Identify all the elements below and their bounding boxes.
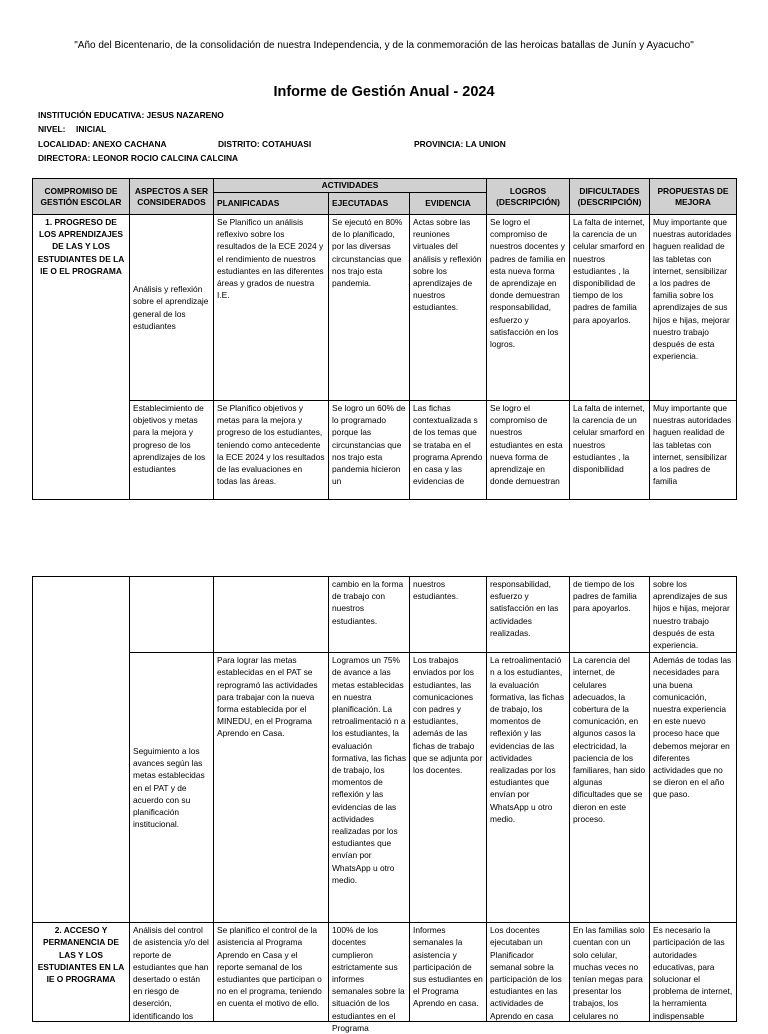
cell-evidencia: [410, 401, 487, 500]
header-motto: "Año del Bicentenario, de la consolidación de nuestra Independencia, y de la conmemoración de las heroicas batallas de Junín y Ayacucho": [74, 40, 694, 51]
cell-text: Análisis del control de asistencia y/o del reporte de estudiantes que han desertado o están en riesgo de deserción, identificando los: [133, 925, 209, 1021]
cell-logros: responsabilidad, esfuerzo y satisfacción en las actividades realizadas.: [487, 577, 570, 653]
table-row: [33, 923, 737, 1022]
cell-text: 100% de los docentes cumplieron estrictamente sus informes semanales sobre la situación de los estudiantes en el Programa: [332, 925, 405, 1033]
cell-aspecto: [130, 577, 214, 653]
cell-text: Se planifico el control de la asistencia al Programa Aprendo en Casa y el reporte semanal de los estudiantes que participan o no en el programa, teniendo en cuenta el motivo de ello.: [217, 925, 322, 1009]
header-compromiso: COMPROMISO DE GESTIÓN ESCOLAR: [33, 179, 130, 215]
cell-compromiso: [33, 577, 130, 923]
cell-propuestas: sobre los aprendizajes de sus hijos e hijas, mejorar nuestro trabajo después de esta experiencia.: [650, 577, 737, 653]
cell-dificultades: [570, 923, 650, 1022]
cell-dificultades: La carencia del internet, de celulares adecuados, la cobertura de la comunicación, en algunos casos la electricidad, la paciencia de los familiares, han sido algunas dificultades que se dieron en este proceso.: [570, 653, 650, 923]
cell-dificultades: La falta de internet, la carencia de un celular smarford en nuestros estudiantes , la disponibilidad de tiempo de los padres de familia para apoyarlos.: [570, 215, 650, 401]
table-row: [33, 577, 737, 653]
cell-text: 1. PROGRESO DE LOS APRENDIZAJES DE LAS Y LOS ESTUDIANTES DE LA IE O EL PROGRAMA: [37, 217, 125, 276]
cell-text: Se logro un 60% de lo programado porque las circunstancias que nos trajo esta pandemia hicieron un: [332, 403, 406, 487]
info-localidad: LOCALIDAD: ANEXO CACHANA: [38, 139, 167, 149]
cell-aspecto: [130, 923, 214, 1022]
header-propuestas: PROPUESTAS DE MEJORA: [650, 179, 737, 215]
cell-logros: Se logro el compromiso de nuestros docentes y padres de familia en esta nueva forma de aprendizaje en donde demuestran responsabilidad, esfuerzo y satisfacción en los logros.: [487, 215, 570, 401]
management-table-page1: [32, 178, 737, 500]
cell-planificadas: Se Planifico un análisis reflexivo sobre los resultados de la ECE 2024 y el rendimiento de nuestros estudiantes en las diferentes áreas y grados de nuestra I.E.: [214, 215, 329, 401]
table-row: [33, 215, 737, 401]
cell-propuestas: [650, 923, 737, 1022]
cell-aspecto: Análisis y reflexión sobre el aprendizaje general de los estudiantes: [130, 215, 214, 401]
cell-text: En las familias solo cuentan con un solo celular, muchas veces no tenían megas para presentar los trabajos, los celulares no: [573, 925, 645, 1021]
cell-planificadas: [214, 577, 329, 653]
header-evidencia: EVIDENCIA: [410, 193, 487, 215]
cell-evidencia: nuestros estudiantes.: [410, 577, 487, 653]
info-nivel-value: INICIAL: [76, 124, 107, 134]
table-row: [33, 653, 737, 923]
header-ejecutadas: EJECUTADAS: [329, 193, 410, 215]
cell-ejecutadas: Se ejecutó en 80% de lo planificado, por las diversas circunstancias que nos trajo esta pandemia.: [329, 215, 410, 401]
header-planificadas: PLANIFICADAS: [214, 193, 329, 215]
header-aspectos: ASPECTOS A SER CONSIDERADOS: [130, 179, 214, 215]
cell-evidencia: Los trabajos enviados por los estudiantes, las comunicaciones con padres y estudiantes, además de las fichas de trabajo que se adjunta por los docentes.: [410, 653, 487, 923]
info-nivel-label: NIVEL:: [38, 124, 66, 134]
cell-dificultades: de tiempo de los padres de familia para apoyarlos.: [570, 577, 650, 653]
cell-ejecutadas: Logramos un 75% de avance a las metas establecidas en nuestra planificación. La retroalimentació n a los estudiantes, la evaluación formativa, las fichas de trabajo, los momentos de reflexión y las evidencias de las actividades realizadas por los estudiantes que envían por WhatsApp u otro medio.: [329, 653, 410, 923]
cell-text: Las fichas contextualizada s de los temas que se trataba en el programa Aprendo en casa y las evidencias de: [413, 403, 483, 487]
header-actividades: ACTIVIDADES: [214, 179, 487, 193]
cell-text: Establecimiento de objetivos y metas para la mejora y progreso de los aprendizajes de los estudiantes: [133, 403, 206, 475]
cell-propuestas: Muy importante que nuestras autoridades haguen realidad de las tabletas con internet, sensibilizar a los padres de familia sobre los aprendizajes de sus hijos e hijas, mejorar nuestro trabajo después de esta experiencia.: [650, 215, 737, 401]
cell-logros: [487, 923, 570, 1022]
info-directora: DIRECTORA: LEONOR ROCIO CALCINA CALCINA: [38, 153, 239, 163]
header-logros: LOGROS (DESCRIPCIÓN): [487, 179, 570, 215]
cell-text: Los docentes ejecutaban un Planificador semanal sobre la participación de los estudiantes en las actividades de Aprendo en casa: [490, 925, 562, 1021]
cell-propuestas: Además de todas las necesidades para una buena comunicación, nuestra experiencia en este nuevo proceso hace que debemos mejorar en diferentes actividades que no se dieron en el año que paso.: [650, 653, 737, 923]
cell-planificadas: [214, 923, 329, 1022]
cell-text: Es necesario la participación de las autoridades educativas, para solucionar el problema de internet, la herramienta indispensable: [653, 925, 733, 1021]
cell-text: Se logro el compromiso de nuestros estudiantes en esta nueva forma de aprendizaje en donde demuestran: [490, 403, 563, 487]
cell-logros: La retroalimentació n a los estudiantes, la evaluación formativa, las fichas de trabajo, los momentos de reflexión y las evidencias de las actividades realizadas por los estudiantes que envían por WhatsApp u otro medio.: [487, 653, 570, 923]
cell-text: Muy importante que nuestras autoridades haguen realidad de las tabletas con internet, sensibilizar a los padres de familia: [653, 403, 732, 487]
document-title: Informe de Gestión Anual - 2024: [273, 84, 495, 100]
cell-text: La falta de internet, la carencia de un celular smarford en nuestros estudiantes , la disponibilidad: [573, 403, 645, 475]
management-table-page2: [32, 576, 737, 1033]
info-institucion: INSTITUCIÓN EDUCATIVA: JESUS NAZARENO: [38, 110, 224, 120]
cell-evidencia: [410, 923, 487, 1022]
cell-ejecutadas: [329, 923, 410, 1033]
cell-ejecutadas: cambio en la forma de trabajo con nuestros estudiantes.: [329, 577, 410, 653]
cell-text: Informes semanales la asistencia y participación de sus estudiantes en el Programa Aprendo en casa.: [413, 925, 483, 1009]
cell-text: 2. ACCESO Y PERMANENCIA DE LAS Y LOS ESTUDIANTES EN LA IE O PROGRAMA: [37, 925, 125, 985]
table-row: [33, 401, 737, 500]
cell-compromiso: [33, 215, 130, 500]
cell-evidencia: Actas sobre las reuniones virtuales del análisis y reflexión sobre los aprendizajes de nuestros estudiantes.: [410, 215, 487, 401]
cell-planificadas: Para lograr las metas establecidas en el PAT se reprogramó las actividades para trabajar con la nueva forma establecida por el MINEDU, en el Programa Aprendo en Casa.: [214, 653, 329, 923]
cell-aspecto: [130, 401, 214, 500]
cell-aspecto: Seguimiento a los avances según las metas establecidas en el PAT y de acuerdo con su planificación institucional.: [130, 653, 214, 923]
cell-dificultades: [570, 401, 650, 500]
header-dificultades: DIFICULTADES (DESCRIPCIÓN): [570, 179, 650, 215]
cell-planificadas: [214, 401, 329, 500]
cell-propuestas: [650, 401, 737, 500]
info-distrito: DISTRITO: COTAHUASI: [218, 139, 312, 149]
cell-ejecutadas: [329, 401, 410, 500]
cell-compromiso: [33, 923, 130, 1022]
info-provincia: PROVINCIA: LA UNION: [414, 139, 506, 149]
cell-logros: [487, 401, 570, 500]
cell-text: Se Planifico objetivos y metas para la mejora y progreso de los estudiantes, teniendo como antecedente la ECE 2024 y los resultados de las evaluaciones en todas las áreas.: [217, 403, 325, 487]
